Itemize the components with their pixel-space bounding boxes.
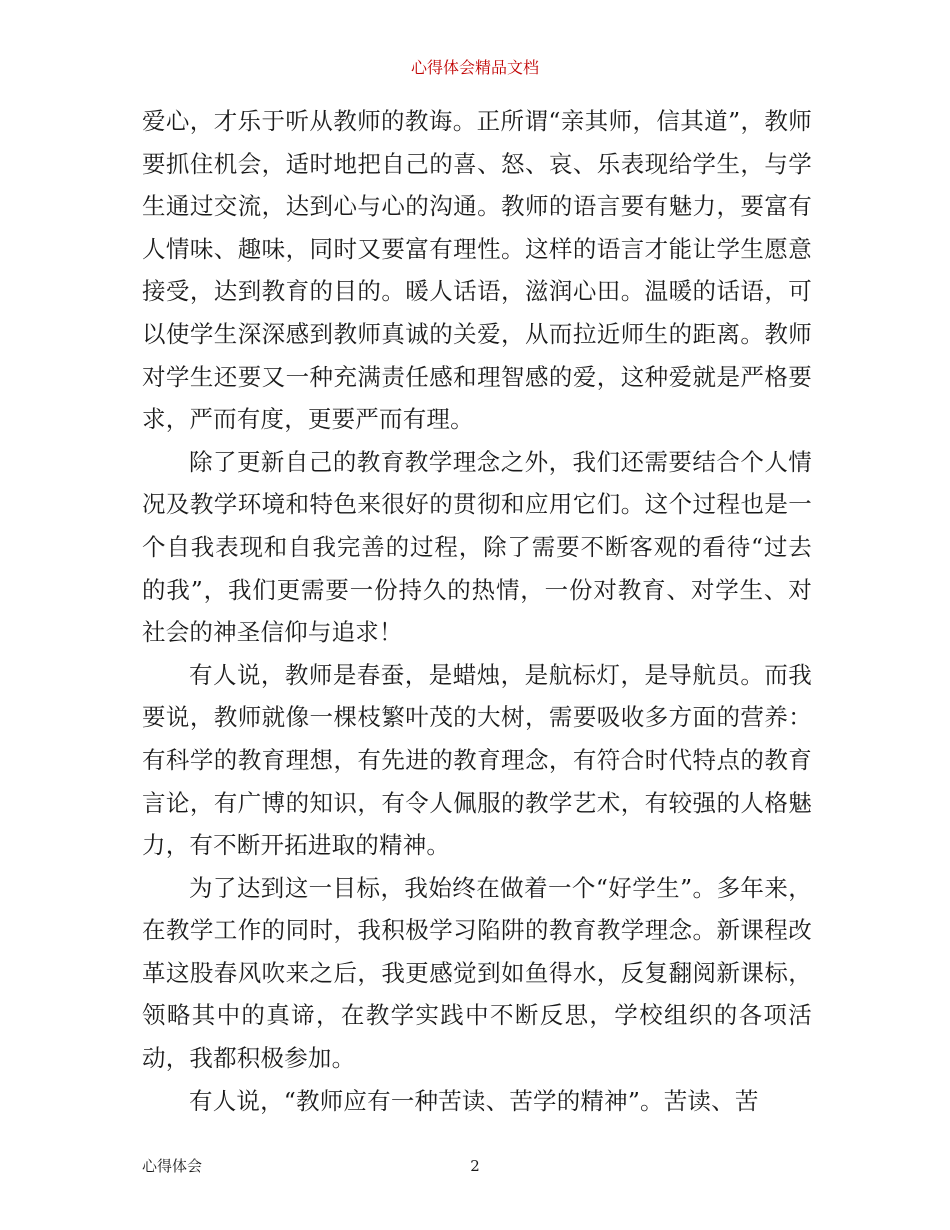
- paragraph-5: 有人说，“教师应有一种苦读、苦学的精神”。苦读、苦: [189, 1086, 759, 1115]
- paragraph-3: 有人说，教师是春蚕，是蜡烛，是航标灯，是导航员。而我要说，教师就像一棵枝繁叶茂的大树，需要吸收多方面的营养：有科学的教育理想，有先进的教育理念，有符合时代特点的教育言论，有广博的知识，有令人佩服的教学艺术，有较强的人格魅力，有不断开拓进取的精神。: [142, 660, 812, 860]
- paragraph-4: 为了达到这一目标，我始终在做着一个“好学生”。多年来，在教学工作的同时，我积极学习陷阱的教育教学理念。新课程改革这股春风吹来之后，我更感觉到如鱼得水，反复翻阅新课标，领略其中的真谛，在教学实践中不断反思，学校组织的各项活动，我都积极参加。: [142, 873, 812, 1073]
- page-number: 2: [470, 1157, 480, 1175]
- paragraph-2: 除了更新自己的教育教学理念之外，我们还需要结合个人情况及教学环境和特色来很好的贯彻和应用它们。这个过程也是一个自我表现和自我完善的过程，除了需要不断客观的看待“过去的我”，我们更需要一份持久的热情，一份对教育、对学生、对社会的神圣信仰与追求！: [142, 447, 812, 647]
- footer-label: 心得体会: [142, 1157, 203, 1175]
- paragraph-1: 爱心，才乐于听从教师的教诲。正所谓“亲其师，信其道”，教师要抓住机会，适时地把自己的喜、怒、哀、乐表现给学生，与学生通过交流，达到心与心的沟通。教师的语言要有魅力，要富有人情味、趣味，同时又要富有理性。这样的语言才能让学生愿意接受，达到教育的目的。暖人话语，滋润心田。温暖的话语，可以使学生深深感到教师真诚的关爱，从而拉近师生的距离。教师对学生还要又一种充满责任感和理智感的爱，这种爱就是严格要求，严而有度，更要严而有理。: [142, 107, 812, 434]
- document-body: [142, 100, 812, 1122]
- page-header-title: 心得体会精品文档: [410, 58, 539, 77]
